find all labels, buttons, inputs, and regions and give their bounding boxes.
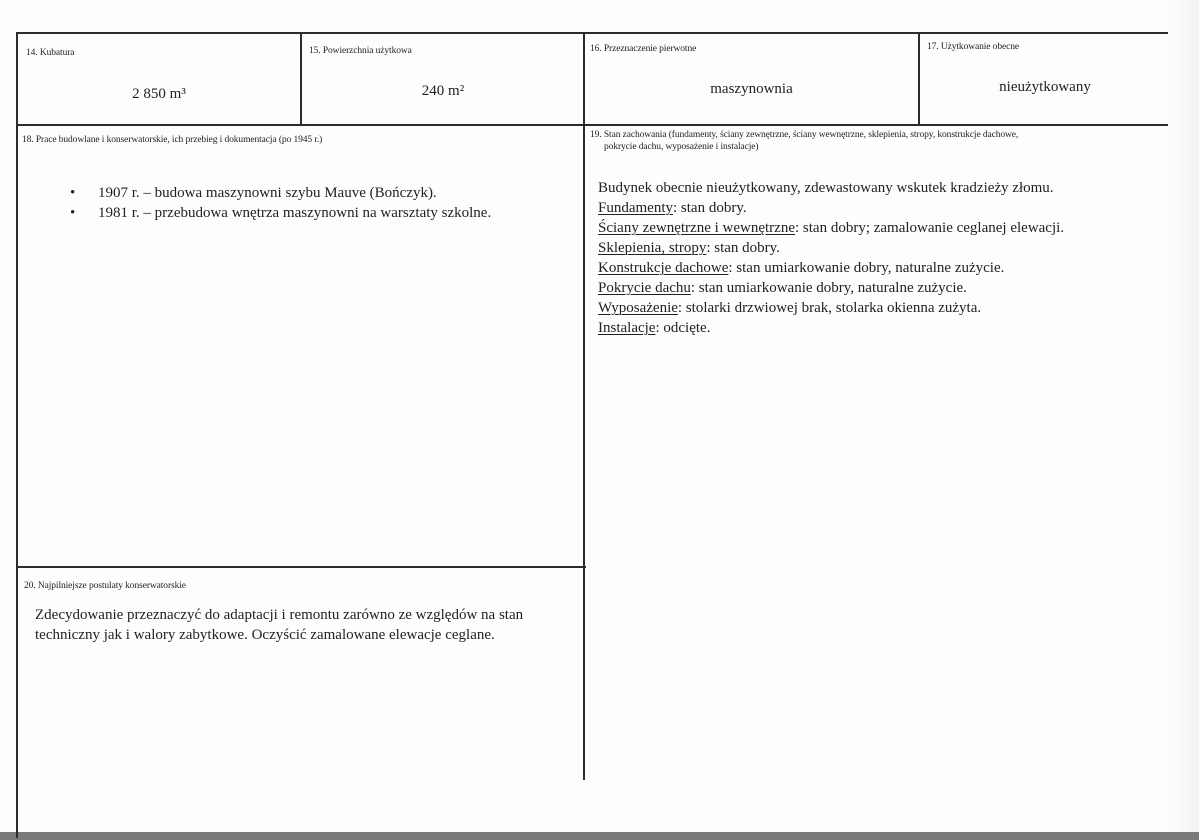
condition-term: Instalacje [598,320,656,336]
list-item: • 1907 r. – budowa maszynowni szybu Mauve (Bończyk). [70,183,520,203]
page-bottom-edge [0,832,1199,840]
condition-text: : odcięte. [655,320,711,336]
row1-bottom-rule [16,124,1168,126]
field-14-value: 2 850 m³ [132,86,186,102]
field-20-text: Zdecydowanie przeznaczyć do adaptacji i remontu zarówno ze względów na stan techniczny jak i walory zabytkowe. Oczyścić zamalowane elewacje ceglane. [35,607,524,643]
field-14-label: 14. Kubatura [26,48,75,58]
field-19-label [590,129,1165,153]
condition-konstrukcje [598,258,1168,278]
divider-14-15 [300,32,302,126]
condition-term: Ściany zewnętrzne i wewnętrzne [598,220,795,236]
field-15-value: 240 m² [421,83,465,99]
section20-top-rule [16,566,586,568]
list-item: • 1981 r. – przebudowa wnętrza maszynowni na warsztaty szkolne. [70,203,520,223]
field-20-label: 20. Najpilniejsze postulaty konserwatorskie [24,581,186,591]
condition-term: Wyposażenie [598,300,678,316]
field-19-label-line1: 19. Stan zachowania (fundamenty, ściany zewnętrzne, ściany wewnętrzne, sklepienia, stropy, konstrukcje dachowe, [590,130,1019,140]
condition-term: Sklepienia, stropy [598,240,707,256]
condition-text: : stan dobry; zamalowanie ceglanej elewacji. [795,220,1065,236]
condition-text: : stan dobry. [706,240,780,256]
left-border [16,32,18,838]
condition-wyposazenie [598,298,1168,318]
field-18-label: 18. Prace budowlane i konserwatorskie, ich przebieg i dokumentacja (po 1945 r.) [22,135,323,145]
condition-term: Konstrukcje dachowe [598,260,729,276]
field-18-list [70,183,520,223]
field-19-content [598,178,1168,338]
divider-16-main [583,32,585,780]
field-16-value: maszynownia [710,81,793,97]
condition-sciany [598,218,1168,238]
field-17-value: nieużytkowany [999,79,1091,95]
condition-text: : stolarki drzwiowej brak, stolarka okienna zużyta. [677,300,982,316]
condition-term: Fundamenty [598,200,673,216]
page-edge-shadow [1169,0,1199,840]
condition-term: Pokrycie dachu [598,280,691,296]
condition-sklepienia [598,238,1168,258]
condition-text: : stan umiarkowanie dobry, naturalne zużycie. [690,280,967,296]
condition-text: : stan dobry. [673,200,747,216]
condition-pokrycie [598,278,1168,298]
condition-instalacje [598,318,1168,338]
top-rule [16,32,1168,34]
condition-text: : stan umiarkowanie dobry, naturalne zużycie. [728,260,1005,276]
field-15-label: 15. Powierzchnia użytkowa [309,46,412,56]
field-17-label: 17. Użytkowanie obecne [927,42,1019,52]
field-16-label: 16. Przeznaczenie pierwotne [590,44,697,54]
field-19-label-line2: pokrycie dachu, wyposażenie i instalacje) [604,142,759,152]
condition-fundamenty [598,198,1168,218]
condition-intro: Budynek obecnie nieużytkowany, zdewastowany wskutek kradzieży złomu. [598,180,1054,196]
